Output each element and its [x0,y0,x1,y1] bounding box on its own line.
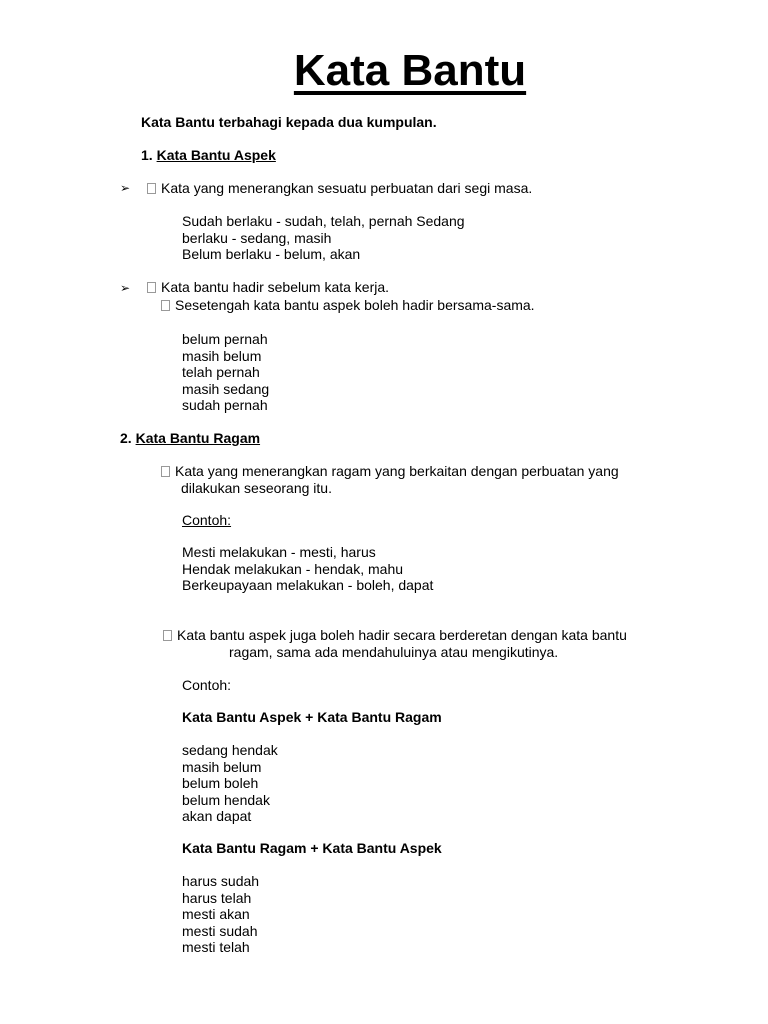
section2-example-line: Mesti melakukan - mesti, harus [182,544,376,560]
list-item: telah pernah [182,364,260,380]
section2-bullet2-cont: ragam, sama ada mendahuluinya atau mengikutinya. [229,643,559,660]
section2-bullet1-cont: dilakukan seseorang itu. [181,479,332,496]
intro-text: Kata Bantu terbahagi kepada dua kumpulan. [141,114,437,130]
section1-example-line: Sudah berlaku - sudah, telah, pernah Sedang [182,213,465,229]
section2-example-line: Berkeupayaan melakukan - boleh, dapat [182,577,434,593]
section1-bullet3: Sesetengah kata bantu aspek boleh hadir bersama-sama. [161,297,535,314]
arrow-bullet-icon: ➢ [120,281,131,295]
list-item: mesti sudah [182,922,258,939]
list-item: masih belum [182,758,262,775]
section2-number: 2. [120,430,132,446]
list-item: akan dapat [182,808,252,824]
missing-glyph-icon [147,282,156,293]
list-item: harus sudah [182,873,260,889]
section2-bullet2: Kata bantu aspek juga boleh hadir secara berderetan dengan kata bantu [163,627,627,644]
list-item: belum hendak [182,791,270,808]
section1-example-line: berlaku - sedang, masih [182,229,332,246]
subheading-ragam-aspek: Kata Bantu Ragam + Kata Bantu Aspek [182,840,442,856]
section1-heading [141,147,276,164]
section1-bullet2: Kata bantu hadir sebelum kata kerja. [147,279,389,296]
missing-glyph-icon [147,183,156,194]
list-item: belum pernah [182,331,268,347]
page-title: Kata Bantu [293,46,527,95]
section1-example-line: Belum berlaku - belum, akan [182,246,361,262]
section2-bullet1: Kata yang menerangkan ragam yang berkaitan dengan perbuatan yang [161,463,619,480]
list-item: belum boleh [182,775,259,791]
contoh-label: Contoh: [182,677,232,693]
list-item: sudah pernah [182,397,268,413]
list-item: masih belum [182,347,262,364]
list-item: harus telah [182,889,252,906]
list-item: mesti akan [182,906,250,922]
list-item: masih sedang [182,380,270,397]
list-item: sedang hendak [182,742,278,758]
section1-title: Kata Bantu Aspek [156,147,276,163]
list-item: mesti telah [182,939,250,955]
missing-glyph-icon [161,466,170,477]
subheading-aspek-ragam: Kata Bantu Aspek + Kata Bantu Ragam [182,709,442,725]
missing-glyph-icon [163,630,172,641]
section1-number: 1. [141,147,153,163]
missing-glyph-icon [161,300,170,311]
contoh-label: Contoh: [182,512,232,528]
section2-title: Kata Bantu Ragam [135,430,261,446]
section2-example-line: Hendak melakukan - hendak, mahu [182,560,404,577]
section2-heading [120,430,260,447]
section1-bullet1: Kata yang menerangkan sesuatu perbuatan dari segi masa. [147,180,532,197]
arrow-bullet-icon: ➢ [120,181,131,195]
